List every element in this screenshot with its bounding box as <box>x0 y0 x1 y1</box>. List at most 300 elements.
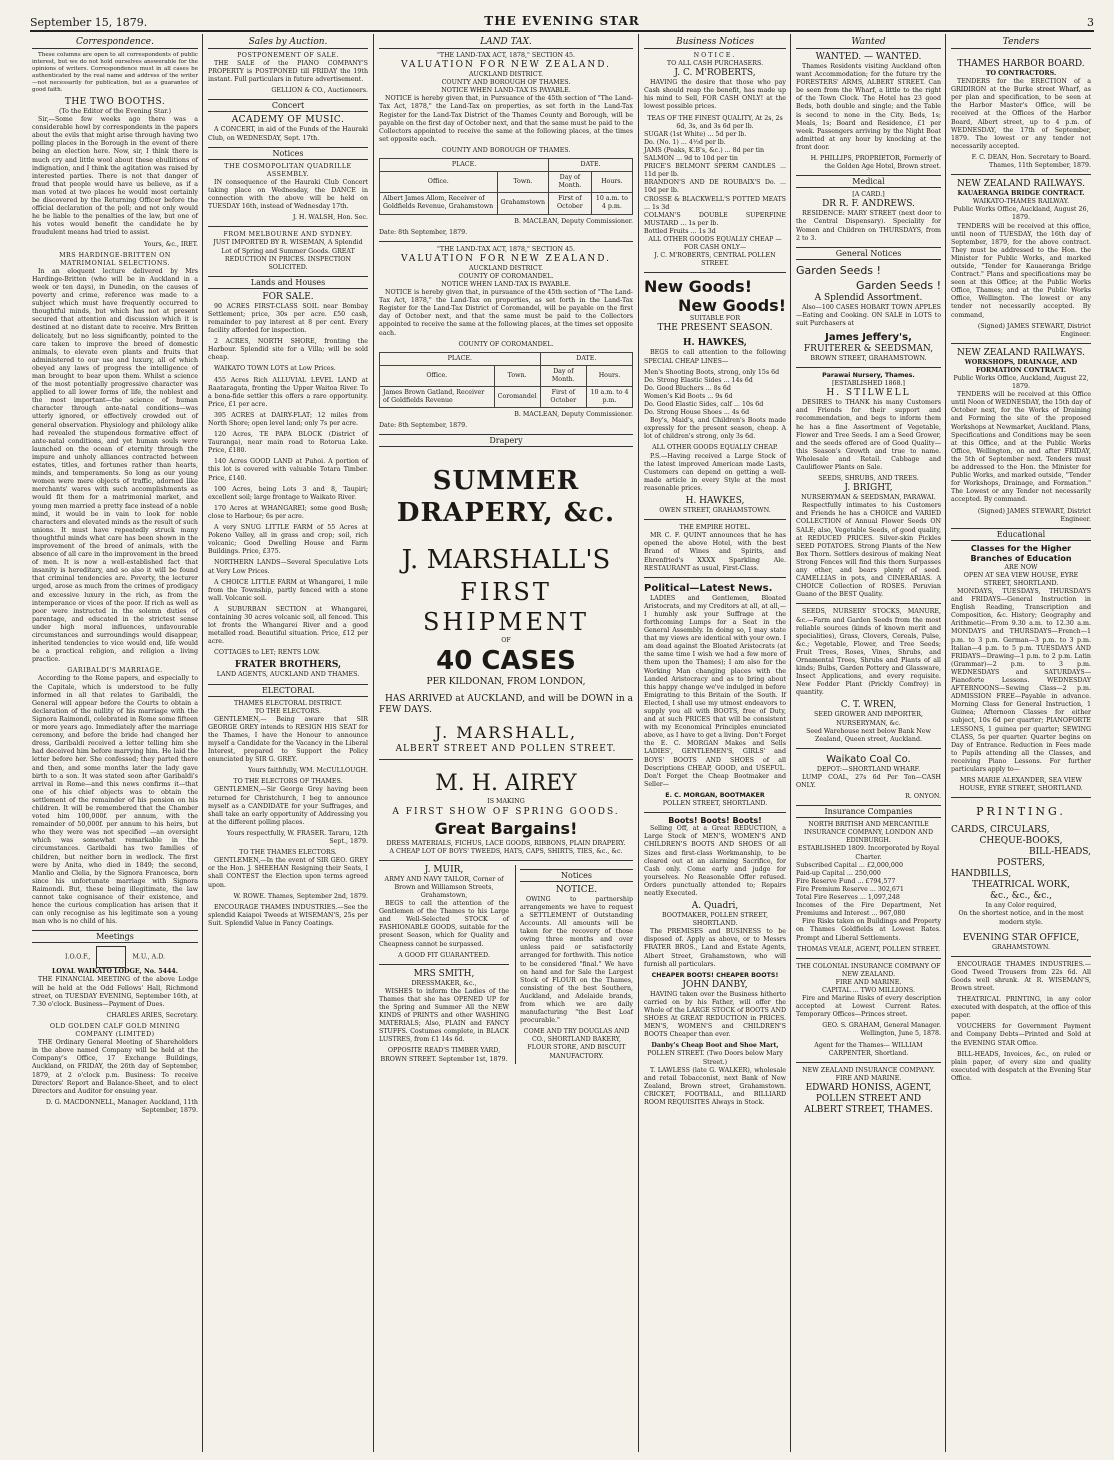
table-cell: Coromandel <box>494 387 540 408</box>
page-number: 3 <box>1087 16 1094 29</box>
agent-name: FRATER BROTHERS, <box>234 660 342 671</box>
section-heading: Notices <box>208 147 368 160</box>
lodge-label: M.U., A.D. <box>132 953 166 961</box>
ad-title: TO THE ELECTORS. <box>254 707 322 715</box>
ad-body: A CONCERT, in aid of the Funds of the Hauraki Club, on WEDNESDAY, Sept. 17th. <box>208 126 368 142</box>
ad-title: NOTICE. <box>693 52 737 59</box>
ad-title: ACADEMY OF MUSIC. <box>231 115 345 126</box>
land-item: 395 ACRES at DAIRY-FLAT; 12 miles from North Shore; open level land; only 7s per acre. <box>208 411 368 427</box>
notice-county: COUNTY OF COROMANDEL. <box>458 272 554 280</box>
letter-body: According to the Rome papers, and especially to the Capitale, which is understood to be fully informed in all that relates to Garibaldi, the General will appear before the Courts to obtain a declaration of the nullity of his marriage with the Signora Raimondi, celebrated in Rome some fifteen or more years ago. Immediately after the marriage ceremony, and before the bride had changed her dress, Garibaldi received a letter telling him she had deceived him before marrying him. He laid the letter before her. She confessed; they parted there and then, and some months later the lady gave birth to a son. It was stated soon after Garibaldi's arrival in Rome—and this news confirms it—that one of his chief objects was to obtain the settlement of the remainder of his pension on his children. It will be remembered that the Chamber voted him 100,000f. per annum, with the remainder of 50,000f. per annum to his heirs, but who they were was not specified —an oversight which was somewhat remarkable in the circumstances. Garibaldi has two families of children, but neither born in wedlock. The first were by Anita, who died in 1849; the second, Manlio and Clelia, by the Signora Francesca, born since his unfortunate marriage with Signora Raimondi. But, these being illegitimate, the law cannot take cognisance of their existence, and hence the curious complication has arisen that it can only recognise as his legitimate son a young man who is no child of his. <box>32 675 198 926</box>
divider <box>796 958 941 959</box>
section-heading: Correspondence. <box>32 36 198 49</box>
merchant-name: E. C. MORGAN, BOOTMAKER <box>665 791 765 799</box>
ad-headline: Parawai Nursery, Thames. <box>822 372 915 380</box>
ad-title: FROM MELBOURNE AND SYDNEY. <box>223 231 353 239</box>
price-item: PRICE'S BELMONT SPERM CANDLES ... 11d per lb. <box>644 163 786 179</box>
merchant-name: J. MARSHALL'S <box>401 545 611 576</box>
divider <box>796 367 941 368</box>
print-item: In any Color required, <box>985 902 1057 910</box>
merchant-name: J. C. M'ROBERTS, <box>674 68 756 79</box>
merchant-name: JOHN DANBY, <box>682 979 748 990</box>
ad-body: Also—100 CASES HOBART TOWN APPLES—Eating and Cooking. ON SALE in LOTS to suit Purchasers at <box>796 303 941 327</box>
agent-name: Agent for the Thames— WILLIAM CARPENTER, Shortland. <box>814 1041 923 1057</box>
section-heading: LAND TAX. <box>379 36 633 49</box>
capital-list <box>796 862 941 919</box>
capital-item: Fire Premium Reserve ... 302,671 <box>796 885 904 893</box>
ad-headline: Garden Seeds ! <box>796 263 881 277</box>
notice-body: NOTICE is hereby given that, in Pursuance of the 45th section of "The Land-Tax Act, 1878," the Land-Tax on properties, as set forth in the Land-Tax Register for the Land-Tax District of the Thames County and Borough, will be payable on the first day of October next, and that the same must be paid to the Collectors appointed to receive the same at the following places, at the times set opposite each. <box>379 95 633 143</box>
land-item: 90 ACRES FIRST-CLASS SOIL near Bombay Settlement; price, 30s per acre. £50 cash, remainder to pay interest at 8 per cent. Every facility afforded for inspection. <box>208 302 368 335</box>
column-wanted-general <box>792 34 945 1452</box>
company-title: NORTH BRITISH AND MERCANTILE INSURANCE COMPANY, LONDON AND EDINBURGH. <box>803 821 933 845</box>
ad-text: [ESTABLISHED 1868.] <box>831 380 905 388</box>
merchant-address: POLLEN STREET, SHORTLAND. <box>662 800 768 808</box>
section-heading: Notices <box>520 869 633 882</box>
ad-signature: Yours respectfully, W. FRASER. Tararu, 12th Sept., 1879. <box>226 829 368 846</box>
price-item: COLMAN'S DOUBLE SUPERFINE MUSTARD ... 1s per lb. <box>644 211 786 227</box>
price-item: Do. Strong Elastic Sides ... 14s 6d <box>644 376 753 384</box>
ad-body: Selling Off, at a Great REDUCTION, a Large Stock of MEN'S, WOMEN'S AND CHILDREN'S BOOTS AND SHOES Of all Sizes and first-class Workmanship, to be cleared out at an alarming Sacrifice, for Cash only. Come early and judge for yourselves. No Reasonable Offer refused. Orders punctually attended to; Repairs neatly Executed. <box>644 825 786 897</box>
ad-text: OF <box>501 637 511 645</box>
price-item: JAMS (Peaks, K.B's, &c.) ... 8d per tin <box>644 146 765 154</box>
letter-body: Sir,—Some few weeks ago there was a considerable howl by correspondents in the papers about the evils that might arise through having two polling places in the Borough in the event of there being an election here. Now, sir, I think there is much cry and little wool about these ebullitions of indignation, and I think the agitation was raised by interested parties. There is not that danger of fraud that people would have us believe, as if a man voted at two places he would most certainly be discovered by the Returning Officer before the official declaration of the poll; and not only would he be liable to the penalties of the law, but one of his votes would benefit the candidate he by fraudulent means had tried to assist. <box>32 116 198 237</box>
company-title: THE COLONIAL INSURANCE COMPANY OF NEW ZEALAND. <box>796 962 941 978</box>
table-header: PLACE. <box>380 159 549 172</box>
section-heading: Meetings <box>32 930 198 943</box>
ad-title: SEEDS, SHRUBS, AND TREES. <box>818 475 919 483</box>
notice-date: Date: 8th September, 1879. <box>379 228 468 236</box>
company-title: OLD GOLDEN CALF GOLD MINING COMPANY (LIMITED) <box>49 1022 181 1039</box>
divider <box>951 797 1091 798</box>
merchant-name: MRS SMITH, <box>413 968 475 979</box>
notice-title: VALUATION FOR NEW ZEALAND. <box>400 253 612 264</box>
ad-text: DEPOT:—SHORTLAND WHARF. <box>816 765 921 773</box>
section-heading: Medical <box>796 175 941 188</box>
ad-body: HAS ARRIVED at AUCKLAND, and will be DOWN in a FEW DAYS. <box>379 694 633 716</box>
price-item: Bottled Fruits ... 1s 3d <box>644 227 716 235</box>
table-caption: COUNTY OF COROMANDEL. <box>458 340 554 348</box>
divider <box>208 226 368 227</box>
notice-signature: B. MACLEAN, Deputy Commissioner. <box>514 411 633 419</box>
section-heading: Drapery <box>379 434 633 447</box>
merchant-subtitle: NURSERYMAN & SEEDSMAN, PARAWAI. <box>801 494 936 502</box>
divider <box>379 241 633 242</box>
ad-title: TO THE ELECTORS OF THAMES. <box>233 778 343 786</box>
column-rule <box>202 34 203 1452</box>
divider <box>796 603 941 604</box>
ad-body: Fire Risks taken on Buildings and Property on Thames Goldfields at Lowest Rates. Prompt and Liberal Settlements. <box>796 918 941 942</box>
land-item: 2 ACRES, NORTH SHORE, fronting the Harbour. Splendid site for a Villa; will be sold cheap. <box>208 338 368 362</box>
ad-subtitle: TO ALL CASH PURCHASERS. <box>666 60 764 68</box>
notice-signature: B. MACLEAN, Deputy Commissioner. <box>514 217 633 225</box>
price-item: Women's Kid Boots ... 9s 6d <box>644 392 733 400</box>
agent-subtitle: LAND AGENTS, AUCKLAND AND THAMES. <box>216 671 360 679</box>
ad-signature: J. H. WALSH, Hon. Sec. <box>292 214 368 222</box>
ad-body: TENDERS for the ERECTION of a GRIDIRON at the Burke street Wharf, as per plan and specification, to be seen at the Harbor Master's Office, will be received at the Offices of the Harbor Board, Albert street, up to 4 p.m. of WEDNESDAY, the 17th of September, 1879. The lowest or any tender not necessarily accepted. <box>951 78 1091 150</box>
lodge-emblem <box>32 946 198 968</box>
print-item: &c., &c., &c., <box>989 891 1053 902</box>
ad-title: THE COSMOPOLITAN QUADRILLE ASSEMBLY. <box>224 162 352 178</box>
cases-headline: 40 CASES <box>436 646 576 677</box>
company-title: THAMES HARBOR BOARD. <box>957 59 1085 69</box>
ad-headline: Classes for the Higher Branches of Education <box>970 543 1072 563</box>
table-cell: James Brown Gatland, Receiver of Goldfields Revenue <box>380 387 495 408</box>
ad-title: WORKSHOPS, DRAINAGE, AND FORMATION CONTRACT. <box>964 358 1078 374</box>
divider <box>644 272 786 273</box>
ad-signature: (Signed) JAMES STEWART, District Engineer. <box>977 322 1091 338</box>
land-item: 455 Acres Rich ALLUVIAL LEVEL LAND at Raataragata, fronting the Upper Waitoa River. To a bona-fide settler this offers a rare opportunity. Price, £1 per acre. <box>208 376 368 408</box>
column-auctions <box>204 34 372 1452</box>
table-header: Town. <box>497 172 549 193</box>
ad-body: RESIDENCE: MARY STREET (next door to the Central Dispensary). Speciality for Women and Children on THURSDAYS, from 2 to 3. <box>796 210 941 242</box>
ad-text: PER KILDONAN, FROM LONDON, <box>426 677 586 688</box>
merchant-name: H. HAWKES, <box>685 496 745 507</box>
notice-date: Date: 8th September, 1879. <box>379 422 468 430</box>
merchant-name: J. MARSHALL, <box>434 723 578 743</box>
merchant-address: OWEN STREET, GRAHAMSTOWN. <box>659 507 771 515</box>
price-item: Do. (No. 1) ... 4½d per lb. <box>644 138 726 146</box>
ad-body: GENTLEMEN,—Sir George Grey having been returned for Christchurch, I beg to announce myself as a CANDIDATE for your Suffrages, and shall take an early opportunity of Addressing you at the different polling places. <box>208 786 368 826</box>
ad-text: A Splendid Assortment. <box>814 292 923 303</box>
divider <box>644 577 786 578</box>
table-header: Office. <box>380 365 495 386</box>
table-cell: First of October <box>549 193 592 214</box>
table-cell: First of October <box>540 387 586 408</box>
ad-body: BEGS to call attention to the following SPECIAL CHEAP LINES— <box>644 349 786 365</box>
ad-body: BEGS to call the attention of the Gentlemen of the Thames to his Large and Well-Selected STOCK of FASHIONABLE GOODS, suitable for the present Season, which for Quality and Cheapness cannot be surpassed. <box>379 900 509 948</box>
merchant-name: J. BRIGHT, <box>844 483 893 494</box>
ad-headline: Danby's Cheap Boot and Shoe Mart, <box>651 1042 779 1050</box>
ad-body: ENCOURAGE THAMES INDUSTRIES.—Good Tweed Trousers from 22s 6d. All Goods well shrunk. At R. WISEMAN'S, Brown street. <box>951 960 1091 992</box>
notice-body: NOTICE is hereby given that, in pursuance of the 45th section of "The Land-Tax Act, 1878," the Land-Tax on properties, as set forth in the Land-Tax Register for the Land-Tax District of Coromandel, will be payable on the first day of October next, and that the same must be paid to the Collectors appointed to receive the same at the following places, at the times set opposite each. <box>379 289 633 337</box>
print-item: THEATRICAL WORK, <box>972 880 1070 891</box>
ad-body: ENCOURAGE THAMES INDUSTRIES.—See the splendid Kaiapoi Tweeds at WISEMAN'S, 25s per Suit. Splendid Value in Fancy Coatings. <box>208 903 368 927</box>
collection-table <box>379 158 633 214</box>
merchant-name: James Jeffery's, <box>825 331 912 343</box>
ad-body: The PREMISES and BUSINESS to be disposed of. Apply as above, or to Messrs FRATER BROS., Land and Estate Agents, Albert Street, Grahamstown, who will furnish all particulars. <box>644 928 786 968</box>
notice-act: "THE LAND-TAX ACT, 1878," SECTION 45. <box>436 245 576 253</box>
ad-title: TO CONTRACTORS. <box>985 70 1057 77</box>
ad-signature: R. ONYON. <box>905 793 941 801</box>
company-subtitle: FIRE AND MARINE. <box>835 978 902 986</box>
merchant-name: M. H. AIREY <box>435 771 577 797</box>
ad-text: A CHEAP LOT OF BOYS' TWEEDS, HATS, CAPS, SHIRTS, TIES, &c., &c. <box>389 847 623 855</box>
merchant-address: BOOTMAKER, POLLEN STREET, SHORTLAND. <box>662 912 768 928</box>
ad-body: GENTLEMEN,—In the event of SIR GEO. GREY or the Hon. J. SHEEHAN Resigning their Seats, I shall CONTEST the Election upon terms agreed upon. <box>208 857 368 889</box>
ad-body: THEATRICAL PRINTING, in any color executed with despatch, at the office of this paper. <box>951 996 1091 1020</box>
editorial-disclaimer: These columns are open to all correspondents of public interest, but we do not hold ourselves answerable for the opinions of writers. Correspondence must in all cases be authenticated by the real name and address of the writer—not necessarily for publication, but as a guarantee of good faith. <box>32 52 198 93</box>
notice-title: NOTICE. <box>555 884 598 895</box>
land-item: A SUBURBAN SECTION at Whangarei, containing 30 acres volcanic soil, all fenced. This lot fronts the Whangarei River and a good metalled road. Beautiful situation. Price, £12 per acre. <box>208 605 368 646</box>
ad-title: FOR SALE. <box>262 291 314 302</box>
merchant-subtitle: ARMY AND NAVY TAILOR, Corner of Brown and Williamson Streets, Grahamstown, <box>384 875 504 899</box>
ad-body: LUMP COAL, 27s 6d Per Ton—CASH ONLY. <box>796 773 941 789</box>
land-item: WAIKATO TOWN LOTS at Low Prices. <box>214 365 336 373</box>
ad-body: MR C. F. QUINT announces that he has opened the above Hotel, with the best Brand of Wines and Spirits, and Ehrenfried's XXXX Sparkling Ale. RESTAURANT as usual, First-Class. <box>644 532 786 572</box>
merchant-name: COME AND TRY DOUGLAS AND CO., SHORTLAND BAKERY, FLOUR STORE, AND BISCUIT MANUFACTORY. <box>523 1028 630 1060</box>
company-subtitle: FIRE AND MARINE. <box>835 1074 902 1082</box>
table-cell: 10 a.m. to 4 p.m. <box>591 193 632 214</box>
ad-title: KAUAERANGA BRIDGE CONTRACT. <box>957 190 1085 198</box>
divider <box>644 519 786 520</box>
notice-subtitle: NOTICE WHEN LAND-TAX IS PAYABLE. <box>441 87 571 95</box>
letter-address: (To the Editor of the Evening Star.) <box>58 108 172 115</box>
ad-title: THAMES ELECTORAL DISTRICT. <box>234 699 342 707</box>
ad-signature: GEO. S. GRAHAM, General Manager. Wellington, June 5, 1878. <box>822 1022 941 1038</box>
table-header: DATE. <box>549 159 633 172</box>
land-item: COTTAGES to LET; RENTS LOW. <box>214 649 320 657</box>
print-item: On the shortest notice, and in the most modern style. <box>958 910 1084 926</box>
ad-signature: W. ROWE. Thames, September 2nd, 1879. <box>233 892 368 900</box>
ad-text: [A CARD.] <box>852 191 885 199</box>
issue-date: September 15, 1879. <box>30 16 148 29</box>
ad-body: SEEDS, NURSERY STOCKS, MANURE, &c.—Farm and Garden Seeds from the most reliable sources (kinds of known merit and specialities), Grass, Clovers, Cereals, Pulse, &c.; Vegetable, Flower, and Tree Seeds; Fruit Trees, Roses, Vines, Shrubs, and Ornamental Trees, Shrubs and Plants of all kinds; Bulbs, Garden Pottery and Glassware, Insect Applications, and every requisite. New Fodder Plant (Prickly Comfrey) in quantity. <box>796 608 941 697</box>
lodge-label: I.O.O.F., <box>64 953 91 961</box>
ad-headline: FIRST SHIPMENT <box>422 578 590 637</box>
ad-headline: Political—Latest News. <box>644 582 773 594</box>
column-business-notices <box>640 34 790 1452</box>
notice-district: AUCKLAND DISTRICT. <box>468 264 544 272</box>
section-heading: Wanted <box>796 36 941 49</box>
company-subtitle: ESTABLISHED 1809. Incorporated by Royal Charter. <box>797 845 940 861</box>
letter-title: GARIBALDI'S MARRIAGE. <box>67 667 163 675</box>
section-heading: Lands and Houses <box>208 276 368 289</box>
section-heading: Insurance Companies <box>796 805 941 818</box>
table-header: Day of Month. <box>540 365 586 386</box>
land-item: 100 Acres, being Lots 3 and 8, Taupiri; excellent soil; large frontage to Waikato River. <box>208 485 368 501</box>
table-cell: Albert James Allom, Receiver of Goldfields Revenue, Grahamstown <box>380 193 498 214</box>
ad-title: OPEN AT SEA VIEW HOUSE, EYRE STREET, SHORTLAND. <box>963 571 1079 587</box>
capital-item: Fire Reserve Fund ... £794,577 <box>796 877 896 885</box>
letter-signature: Yours, &c., IRET. <box>144 240 198 248</box>
ad-body: P.S.—Having received a Large Stock of the latest improved American made Lasts, Customers can depend on getting a well-made article in every Style at the most reasonable prices. <box>644 452 786 492</box>
notice-act: "THE LAND-TAX ACT, 1878," SECTION 45. <box>436 52 576 59</box>
column-tenders-educational <box>947 34 1095 1452</box>
capital-item: Incomes of the Fire Department, Net Premiums and Interest ... 967,080 <box>796 902 941 918</box>
ad-title: POSTPONEMENT OF SALE. <box>237 52 339 59</box>
ad-signature: H. PHILLIPS, PROPRIETOR, Formerly of the Golden Age Hotel, Brown street. <box>810 155 941 171</box>
price-list <box>644 369 786 418</box>
company-title: NEW ZEALAND INSURANCE COMPANY. <box>802 1066 935 1074</box>
ad-text: Public Works Office, Auckland, August 26, 1879. <box>953 206 1089 222</box>
merchant-address: POLLEN STREET. (Two Doors below Mary Street.) <box>647 1050 783 1066</box>
ad-body: Boy's, Maid's, and Children's Boots made expressly for the present season, cheap. A lot of children's strong, only 3s 6d. <box>644 417 786 441</box>
ad-body: HAVING the desire that those who pay Cash should reap the benefit, has made up his mind to Sell, FOR CASH ONLY! at the lowest possible prices. <box>644 79 786 111</box>
section-heading: Concert <box>208 99 368 112</box>
ad-body: HAVING taken over the Business hitherto carried on by his Father, will offer the Whole of the LARGE STOCK of BOOTS AND SHOES At GREAT REDUCTION in PRICES. MEN'S, WOMEN'S and CHILDREN'S BOOTS Cheaper than ever. <box>644 990 786 1039</box>
notices-ad <box>515 865 633 1064</box>
merchant-subtitle: DRESSMAKER, &c., <box>411 979 477 987</box>
ad-body: THE SALE of the PIANO COMPANY'S PROPERTY is POSTPONED till FRIDAY the 19th instant. Full particulars in future advertisement. <box>208 60 368 84</box>
print-item: HANDBILLS, <box>951 869 1012 880</box>
merchant-name: EVENING STAR OFFICE, <box>962 932 1080 943</box>
ad-body: Respectfully intimates to his Customers and Friends he has a CHOICE and VARIED COLLECTION of Annual Flower Seeds ON SALE; also, Vegetable Seeds, of good quality, at REDUCED PRICES. Silver-skin Pickles SEED POTATOES. Strong Plants of the New Box Thorn. Settlers desirous of making Neat Strong Fences will find this thorn Surpasses any other, and bears plenty of seed. CAMELLIAS in pots, and CINERARIAS. A CHOICE Collection of ROSES. Peruvian Guano of the BEST Quality. <box>796 502 941 599</box>
ad-headline: Boots! Boots! Boots! <box>668 816 762 826</box>
price-item: Do. Good Bluchers ... 8s 6d <box>644 384 731 392</box>
ad-text: ALL OTHER GOODS EQUALLY CHEAP. <box>652 444 778 452</box>
price-item: Do. Strong House Shoes ... 4s 6d <box>644 409 750 417</box>
ad-signature: GELLION & CO., Auctioneers. <box>271 87 368 95</box>
column-rule <box>373 34 374 1452</box>
merchant-address: ALBERT STREET AND POLLEN STREET. <box>395 744 617 755</box>
column-land-tax-drapery <box>375 34 637 1452</box>
table-header: Day of Month. <box>549 172 592 193</box>
section-heading: Business Notices <box>644 36 786 49</box>
land-item: A very SNUG LITTLE FARM of 55 Acres at Pokeno Valley, all in grass and crop; soil, rich volcanic; Good Dwelling House and Farm Buildings. Price, £375. <box>208 524 368 556</box>
column-correspondence <box>28 34 202 1452</box>
merchant-name: J. MUIR, <box>424 864 464 875</box>
divider <box>951 174 1091 175</box>
notice-title: VALUATION FOR NEW ZEALAND. <box>400 60 612 71</box>
letter-title: THE TWO BOOTHS. <box>64 97 166 107</box>
agent-name: THOMAS VEALE, AGENT, POLLEN STREET. <box>796 945 941 953</box>
ad-body: VOUCHERS for Government Payment and Company Debts—Printed and Sold at the EVENING STAR Office. <box>951 1023 1091 1047</box>
land-item: 120 Acres, TE PAPA BLOCK (District of Tauranga), near main road to Rotorua Lake. Price, £180. <box>208 431 368 455</box>
notice-county: COUNTY AND BOROUGH OF THAMES. <box>441 79 571 87</box>
print-item: CHEQUE-BOOKS, <box>979 836 1063 847</box>
ad-title: WANTED. — WANTED. <box>815 52 922 62</box>
ad-text: CAPITAL ... TWO MILLIONS. <box>821 986 916 994</box>
ad-signature: F. C. DEAN, Hon. Secretary to Board. Thames, 11th September, 1879. <box>971 153 1091 170</box>
ad-body: TENDERS will be received at this Office until Noon of WEDNESDAY, the 15th day of October next, for the Works of Draining and Forming the site of the proposed Workshops at Newmarket, Auckland. Plans, Specifications and Conditions may be seen at this Office, and at the Public Works Office, Wellington, on and after FRIDAY, the 5th of September next. Tenders must be addressed to the Hon. the Minister for Public Works, and marked outside, "Tender for Workshops, Drainage, and Formation." The Lowest or any Tender not necessarily accepted. By command. <box>951 391 1091 504</box>
land-item: NORTHERN LANDS—Several Speculative Lots at Very Low Prices. <box>208 559 368 575</box>
ad-text: Public Works Office, Auckland, August 22, 1879. <box>953 375 1089 391</box>
ad-text: ALL OTHER GOODS EQUALLY CHEAP —FOR CASH ONLY— <box>648 235 782 252</box>
notice-subtitle: NOTICE WHEN LAND-TAX IS PAYABLE. <box>441 280 571 288</box>
column-rule <box>945 34 946 1452</box>
notice-district: AUCKLAND DISTRICT. <box>468 71 544 79</box>
ad-headline: A FIRST SHOW OF SPRING GOODS. <box>392 806 620 817</box>
ad-body: JUST IMPORTED BY R. WISEMAN, A Splendid Lot of Spring and Summer Goods. GREAT REDUCTION IN PRICES. INSPECTION SOLICITED. <box>213 239 363 271</box>
capital-item: Total Fire Reserves ... 1,097,248 <box>796 894 900 902</box>
table-header: DATE. <box>540 352 632 365</box>
merchant-address: BROWN STREET, GRAHAMSTOWN. <box>810 354 927 362</box>
divider <box>951 343 1091 344</box>
ad-signature: (Signed) JAMES STEWART, District Engineer. <box>977 507 1091 523</box>
ad-headline: CHEAPER BOOTS! CHEAPER BOOTS! <box>651 971 779 979</box>
letter-title: MRS HARDINGE-BRITTEN ON MATRIMONIAL SELECTIONS. <box>59 251 171 267</box>
collection-table <box>379 352 633 408</box>
company-signature: D. G. MACDONNELL, Manager. Auckland, 11th September, 1879. <box>45 1098 198 1114</box>
table-caption: COUNTY AND BOROUGH OF THAMES. <box>441 146 571 154</box>
section-heading: Tenders <box>951 36 1091 49</box>
ad-body: DESIRES to THANK his many Customers and Friends for their support and recommendation, and begs to inform them he has a fine Assortment of Vegetable, Flower and Tree Seeds. I am a Seed Grower, and the seeds offered are of Good Quality—this Season's Growth and true to name. Wholesale and Retail. Cabbage and Cauliflower Plants on Sale. <box>796 399 941 471</box>
table-cell: 10 a.m. to 4 p.m. <box>586 387 632 408</box>
ad-text: SUITABLE FOR <box>689 315 741 323</box>
ad-headline: Waikato Coal Co. <box>826 753 911 765</box>
ad-headline: Great Bargains! <box>434 818 578 838</box>
divider <box>644 812 786 813</box>
divider <box>796 748 941 749</box>
ad-body: MONDAYS, TUESDAYS, THURSDAYS and FRIDAYS—General Instruction in English Reading, Transcription and Composition, &c. History; Geography and Arithmetic—From 9.30 a.m. to 12.30 a.m. MONDAYS and THURSDAYS—French—1 p.m. to 3 p.m. German—3 p.m. to 3 p.m. Italian—4 p.m. to 5 p.m. TUESDAYS AND FRIDAYS—Drawing—1 p.m. to 2 p.m. Latin (Grammar)—2 p.m. to 3 p.m. WEDNESDAYS and SATURDAYS—Pianoforte Lessons. WEDNESDAY AFTERNOONS—Sewing Class—2 p.m. ADMISSION FREE—Payable in advance. Morning Class for General Instruction, 1 Guinea; Afternoon Classes for either subject, 10s 6d per quarter; PIANOFORTE LESSONS, 1 guinea per quarter; SEWING CLASS, 5s per quarter. Quarter begins on Day of Entrance. Reduction in Fees made to Pupils attending all the Classes, and receiving Piano Lessons. For further particulars apply to— <box>951 587 1091 774</box>
ad-headline: New Goods! <box>678 296 786 316</box>
ad-body: TENDERS will be received at this office, until noon of TUESDAY, the 16th day of September, 1879, for the above contract. They must be addressed to the Hon. the Minister for Public Works, and marked outside, "Tender for Kauaeranga Bridge Contract." Plans and specifications may be seen at this Office; at the Public Works Office, Thames; and at the Public Works Office, Wellington. The lowest or any tender not necessarily accepted. By command, <box>951 222 1091 319</box>
table-header: Office. <box>380 172 498 193</box>
table-row <box>380 193 633 214</box>
ad-body: WISHES to inform the Ladies of the Thames that she has OPENED UP for the Spring and Summer All the NEW KINDS of PRINTS and other WASHING MATERIALS; Also, PLAIN and FANCY STUFFS. Costumes complete, in BLACK LUSTRES, from £1 14s 6d. <box>379 987 509 1044</box>
merchant-name: MRS MARIE ALEXANDER, SEA VIEW HOUSE, EYRE STREET, SHORTLAND. <box>959 777 1083 793</box>
section-heading: ELECTORAL <box>208 684 368 697</box>
lodge-name: LOYAL WAIKATO LODGE, No. 5444. <box>51 968 178 976</box>
ad-title: THE EMPIRE HOTEL. <box>679 524 751 532</box>
masthead <box>30 14 1094 32</box>
bottom-ads <box>379 865 633 1064</box>
capital-item: Subscribed Capital ... £2,000,000 <box>796 861 903 869</box>
price-item: BRANDON'S AND DE ROUBAIX'S Do. ... 10d per lb. <box>644 179 786 195</box>
divider <box>379 964 509 965</box>
lodge-signature: CHARLES ARIES, Secretary. <box>106 1011 198 1019</box>
company-title: NEW ZEALAND RAILWAYS. <box>957 179 1085 190</box>
lodge-body: THE FINANCIAL MEETING of the above Lodge will be held at the Odd Fellows' Hall, Richmond street, on TUESDAY EVENING, September 16th, at 7.30 o'clock. Business—Payment of Dues. <box>32 976 198 1008</box>
ad-body: LADIES and Gentlemen, Bloated Aristocrats, and my Creditors at all, at all,—I humbly ask your Suffrage at the forthcoming Lumps for a Seat in the General Assembly. In doing so, I may state that my views are identical with your own. I am dead against the Bloated Aristocrats (at the same time I wish we had a few more of them upon the Thames); I am also for the Working Man changing places with the Landed Aristocracy and as to bring about this happy change we've indulged in before Emigrating to this Britain of the South. If Elected, I shall use my utmost endeavors to supply you all with BOOTS, free of Duty, and at such PRICES that will be consistent with my Economical Principles enunciated above, as I have to get a living. Don't Forget the E. C. MORGAN Makes and Sells LADIES', GENTLEMEN'S, GIRLS' and BOYS' BOOTS AND SHOES of all Descriptions CHEAP, GOOD, and USEFUL. Don't Forget the Cheap Bootmaker and Seller— <box>644 594 786 788</box>
ad-body: BILL-HEADS, Invoices, &c., on ruled or plain paper, of every size and quality executed with despatch at the Evening Star Office. <box>951 1050 1092 1082</box>
ad-text: TEAS OF THE FINEST QUALITY, At 2s, 2s 6d, 3s, and 3s 6d per lb. <box>647 114 783 130</box>
lodge-emblem-icon <box>96 946 126 968</box>
ad-title: TO THE THAMES ELECTORS. <box>239 849 337 857</box>
price-item: SALMON ... 9d to 10d per tin <box>644 155 738 163</box>
merchant-subtitle: FRUITERER & SEEDSMAN, <box>803 343 934 354</box>
price-item: Men's Shooting Boots, strong, only 15s 6d <box>644 368 780 376</box>
merchant-address: J. C. M'ROBERTS, CENTRAL POLLEN STREET. <box>654 252 776 268</box>
divider <box>379 860 633 861</box>
section-heading: Sales by Auction. <box>208 36 368 49</box>
letter-body: In an eloquent lecture delivered by Mrs Hardinge-Britten (who will be in Auckland in a week or ten days), in Dunedin, on the causes of poverty and crime, reference was made to a subject which must have frequently occurred to thoughtful minds, but which has not at present secured that attention and discussion which it is destined at no distant date to receive. Mrs Britten delicately, but no less significantly, pointed to the care taken to improve the breed of domestic animals, to elevate even plants and fruits that administered to our use and luxury, all of which obeyed any laws of progress the intelligence of man brought to bear upon them. Whilst a science of the most potentially progressive character was applied to all lower forms of life, the noblest and the most important—the science of human character through ante-natal conditions—was utterly ignored, or effectively crowded out of general observation. Physiology and philology alike had revealed the stupendous formative effect of ante-natal conditions, and yet human souls were launched on the ocean of eternity through the impure and unholy alliances contracted between estates, titles, and fortunes rather than hearts, minds, and temperaments. So long as our young women were mere objects of traffic, adorned like merchants' wares with such accomplishments as would fit them for a matrimonial market, and young men married a pretty face instead of a noble mind, it would be in vain to look for noble characters and elevated minds as the result of such unions. It must have repeatedly struck many thoughtful minds what care has been shown in the improvement of the breed of animals, with the absence of all care in the improvement in the breed of men. It is now a well-established fact that insanity is hereditary, and so also it will be found that criminal tendencies are. Poverty, the lecturer urged, arose as much from the crimes of prodigacy and excessive luxury in the rich, as from the intemperance or vices of the poor. If rich as well as poor were instructed in the solemn duties of parentage, and educated in the strictest sense under high moral influences, unfavourable circumstances and surroundings would disappear, inherited tendencies to vice would end, life would be a practical religion, and religion a living practice. <box>32 267 198 664</box>
print-item: BILL-HEADS, <box>1028 847 1091 858</box>
price-item: Do. Good Elastic Sides, calf ... 10s 6d <box>644 401 764 408</box>
section-heading: General Notices <box>796 247 941 260</box>
company-body: THE Ordinary General Meeting of Shareholders in the above named Company will be held at the Company's Office, 17 Exchange Buildings, Auckland, on FRIDAY, the 26th day of September, 1879, at 2 o'clock p.m. Business: To receive Directors' Report and Balance-Sheet, and to elect Directors and Auditor for ensuing year. <box>32 1039 198 1095</box>
divider <box>379 759 633 760</box>
table-cell: Grahamstown <box>497 193 549 214</box>
land-item: 140 Acres GOOD LAND at Puhoi. A portion of this lot is covered with valuable Totara Timber. Price, £140. <box>208 458 368 482</box>
tailor-ad <box>379 865 509 1064</box>
divider <box>796 1062 941 1063</box>
ad-signature: Yours faithfully, WM. McCULLOUGH. <box>248 767 368 775</box>
table-header: Hours. <box>586 365 632 386</box>
ad-text: A GOOD FIT GUARANTEED. <box>398 951 490 959</box>
capital-item: Paid-up Capital ... 250,000 <box>796 869 881 877</box>
merchant-name: DR R. F. ANDREWS. <box>822 199 915 210</box>
ad-body: IN consequence of the Hauraki Club Concert taking place on Wednesday, the DANCE in connection with the above will be held on TUESDAY 16th, instead of Wednesday 17th. <box>208 178 368 211</box>
ad-headline: New Goods! <box>644 277 752 297</box>
ad-subtitle: WAIKATO-THAMES RAILWAY. <box>972 198 1070 206</box>
merchant-address: OPPOSITE READ'S TIMBER YARD, BROWN STREET. September 1st, 1879. <box>380 1047 508 1063</box>
newspaper-title: THE EVENING STAR <box>484 14 640 28</box>
agent-name: EDWARD HONISS, AGENT, POLLEN STREET AND ALBERT STREET, THAMES. <box>804 1082 933 1115</box>
table-header: PLACE. <box>380 352 541 365</box>
ad-text: IS MAKING <box>487 798 525 806</box>
drapery-headline: SUMMER DRAPERY, &c. <box>396 466 616 529</box>
merchant-name: H. STILWELL <box>826 388 911 399</box>
column-rule <box>790 34 791 1452</box>
ad-headline: PRINTING. <box>976 805 1066 819</box>
table-row <box>380 387 633 408</box>
ad-body: Fire and Marine Risks of every description accepted at Lowest Current Rates. Temporary Offices—Princes street. <box>796 995 941 1019</box>
merchant-name: A. Quadri, <box>691 901 739 912</box>
divider <box>951 956 1091 957</box>
merchant-subtitle: SEED GROWER AND IMPORTER, NURSERYMAN, &c. <box>814 711 923 727</box>
section-heading: Educational <box>951 528 1091 541</box>
print-item: CARDS, CIRCULARS, <box>951 825 1050 836</box>
price-item: CROSSE & BLACKWELL'S POTTED MEATS ... 1s 3d <box>644 195 786 211</box>
price-item: SUGAR (1st White) ... 5d per lb. <box>644 130 747 138</box>
ad-headline: Garden Seeds ! <box>856 278 941 292</box>
company-title: NEW ZEALAND RAILWAYS. <box>957 347 1085 358</box>
ad-body: T. LAWLESS (late G. WALKER), wholesale and retail Tobacconist, next Bank of New Zealand, Brown street, Grahamstown. CRICKET, FOOTBALL, and BILLIARD ROOM REQUISITES Always in Stock. <box>644 1066 786 1107</box>
ad-body: Thames Residents visiting Auckland often want Accommodation; for the future try the FORESTERS' ARMS, ALBERT STREET. Can be seen from the Wharf, a little to the right of the Town Clock. The Hotel has 23 good Beds, both double and single; and the Table is second to none in the City. Beds, 1s; Meals, 1s; Board and Residence, £1 per week. Passengers arriving by the Night Boat admitted at any hour by knocking at the front door. <box>796 63 941 151</box>
merchant-address: Seed Warehouse next below Bank New Zealand, Queen street, Auckland. <box>806 727 931 743</box>
